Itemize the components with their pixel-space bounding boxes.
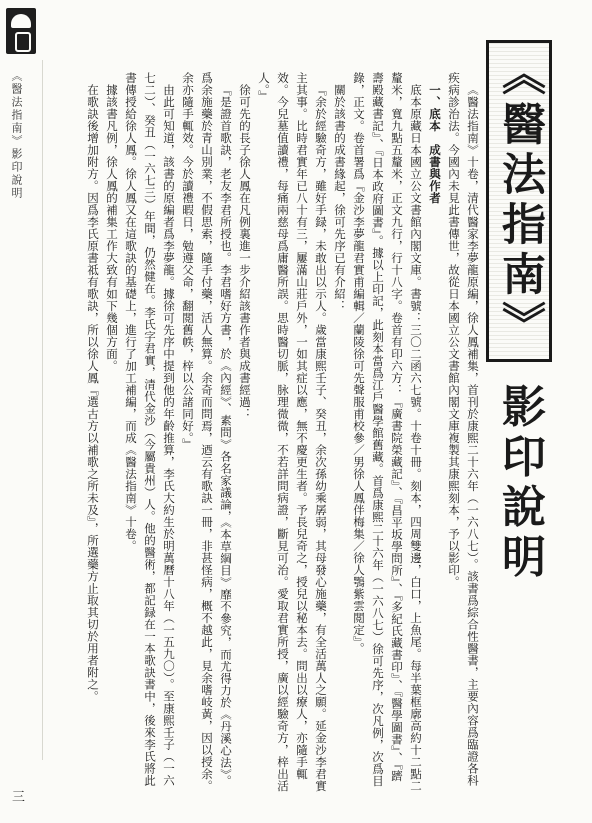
page-number: 三 xyxy=(12,790,26,805)
paragraph: 據該書凡例，徐人鳳的補集工作大致有如下幾個方面。 xyxy=(105,83,119,372)
section-heading: 一、底本 成書與作者 xyxy=(428,83,442,204)
paragraph: 由此可知道，該書的原編者爲李夢龍。據徐可先序中提到他的年齡推算，李氏大約生於明萬曆十八年（一五九〇）。至康熙壬子（一六七二）、癸丑（一六七三）年間，仍然健在。李氏字君實，清代金沙（今屬貴州）人。他的醫術，都記録在一本歌訣書中，後來李氏將此書傳授給徐人鳳。徐人鳳又在這歌訣的基礎上，進行了加工補編，而成《醫法指南》十卷。 xyxy=(124,72,176,787)
running-header: 《醫法指南》影印說明 xyxy=(10,70,23,200)
paragraph: 『是證首歌訣，老友李君所授也。李君嗜好方書，於《內經》、素問》各名家議論，《本草綱目》靡不參究，而尤得力於《丹溪心法》。爲余施藥於青山別業，不假思索，隨手付藥，活人無算。余奇而問焉，迺云有歌訣一冊，非甚怪病，概不越此，見余嗜岐黃，因以授余。余亦隨手輒效。今於讀禮暇日，勉遵父命，翻閲舊帙，梓以公諸同好。』 xyxy=(181,72,233,792)
body-text xyxy=(83,72,482,792)
title-main: 《醫法指南》 xyxy=(486,40,552,362)
seal-ornament-icon xyxy=(6,8,36,54)
title-block xyxy=(486,40,552,583)
paragraph: 底本原藏日本國立公文書館內閣文庫。書號：三〇二函六七號。十卷十冊。刻本，四周雙邊，白口，上魚尾。每半葉框廓高約十二點二釐米，寬九點五釐米，正文九行，行十八字。卷首有印六方：『廣書院榮藏記』、『昌平坂學問所』、『多紀氏藏書印』、『醫學圖書』、『躋壽殿藏書記』、『日本政府圖書』。據以上印記，此刻本當爲江戶醫學館舊藏。首爲康熙二十六年（一六八七）徐可先序，次凡例，次爲目錄，正文。卷首署爲『金沙李夢龍君實甫編輯／蘭陵徐可先聲服甫校參／男徐人鳳伴梅集／徐人鶚紫雲閲定』。 xyxy=(352,72,423,792)
title-sub: 影印說明 xyxy=(494,383,545,584)
margin-rule xyxy=(42,60,43,760)
paragraph: 在歌訣後增加附方。因爲李氏原書祗有歌訣，所以徐人鳳『選古方以補歌之所未及』，所選藥方止取其切於用者附之。 xyxy=(86,83,100,702)
paragraph: 《醫法指南》十卷，清代醫家李夢龍原編，徐人鳳補集，首刊於康熙二十六年（一六八七）。該書爲綜合性醫書，主要內容爲臨證各科疾病診治法。今國內未見此書傳世，故從日本國立公文書館內閣文庫複製其康熙刻本，予以影印。 xyxy=(447,72,480,786)
paragraph: 徐可先的長子徐人鳳在凡例裏進一步介紹該書作者與成書經過： xyxy=(238,83,252,420)
paragraph: 關於該書的成書緣起，徐可先序已有介紹： xyxy=(333,83,347,312)
paragraph: 『余於經驗奇方，雖好手録，未敢出以示人。歲當康熙壬子、癸丑，余次孫幼乘孱弱，其母發心施藥，有全活萬人之願。延金沙李君實主其事。比時君實年已八十有三，屢滿山莊戶外，一如其症以應，無不慶更生者。予長兒奇之，授兒以秘本去。問出以療人，亦隨手輒效。今兒墓值讀禮，每痛兩慈母爲庸醫所誤。思時醫切脈，脉理微微，不若詳問病證，斷見可治。愛取君實所授，廣以經驗奇方，梓出活人。』 xyxy=(257,72,328,792)
